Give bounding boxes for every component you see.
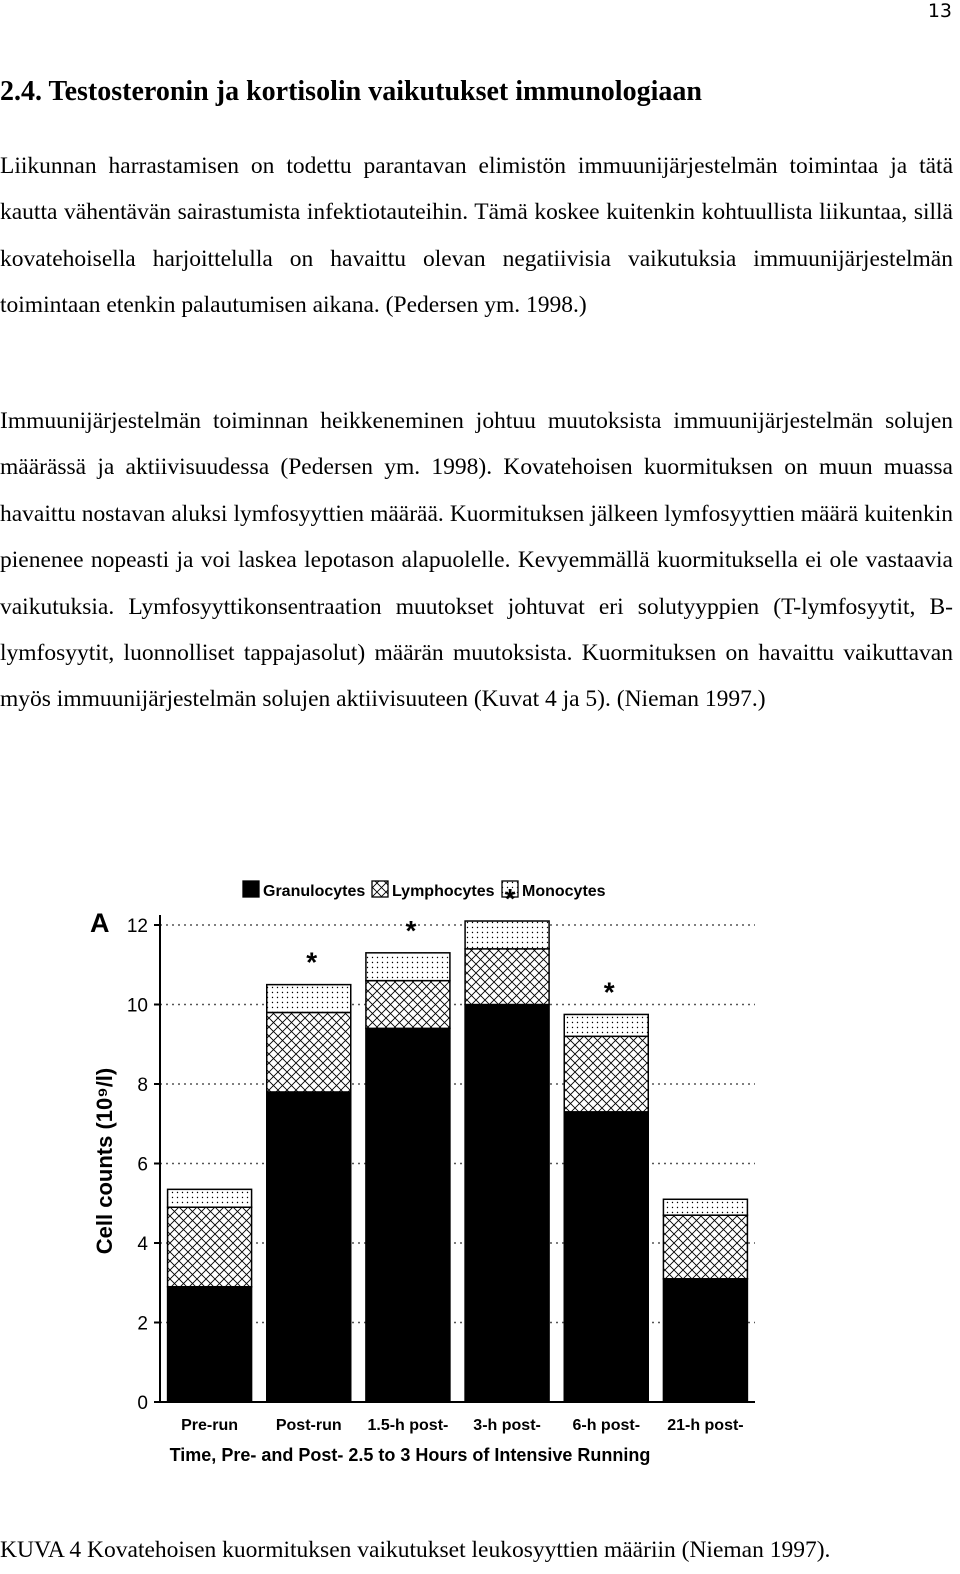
bar-granulocytes-5 (663, 1279, 747, 1402)
y-tick-label: 2 (137, 1313, 148, 1335)
y-tick-label: 4 (137, 1234, 148, 1255)
y-tick-label: 8 (137, 1075, 148, 1096)
bar-lymphocytes-0 (168, 1207, 252, 1287)
bar-granulocytes-1 (267, 1092, 351, 1402)
page-number: 13 (927, 0, 952, 22)
x-tick-label: Pre-run (181, 1417, 239, 1434)
x-axis (160, 1402, 755, 1434)
figure-caption: KUVA 4 Kovatehoisen kuormituksen vaikutukset leukosyyttien määriin (Nieman 1997). (0, 1537, 831, 1563)
y-tick-label: 0 (137, 1393, 148, 1414)
bar-lymphocytes-4 (564, 1036, 648, 1112)
chart-bars (168, 883, 748, 1402)
section-heading: 2.4. Testosteronin ja kortisolin vaikutukset immunologiaan (0, 76, 702, 107)
bar-monocytes-4 (564, 1014, 648, 1036)
y-axis (127, 915, 160, 1414)
significance-marker: * (603, 976, 615, 1008)
bar-monocytes-5 (663, 1199, 747, 1215)
bar-lymphocytes-2 (366, 981, 450, 1029)
x-tick-label: 1.5-h post- (367, 1417, 449, 1434)
x-axis-label: Time, Pre- and Post- 2.5 to 3 Hours of Intensive Running (169, 1445, 651, 1465)
significance-marker: * (405, 914, 417, 946)
bar-granulocytes-4 (564, 1112, 648, 1402)
legend-swatch-lymphocytes (372, 881, 388, 897)
bar-monocytes-1 (267, 985, 351, 1013)
y-axis-label: Cell counts (10⁹/l) (92, 1067, 117, 1255)
figure-leukocyte-chart (80, 865, 770, 1475)
legend-label-granulocytes: Granulocytes (263, 883, 366, 900)
chart-legend (243, 881, 606, 900)
bar-lymphocytes-3 (465, 949, 549, 1005)
bar-lymphocytes-5 (663, 1215, 747, 1279)
stacked-bar-chart (80, 865, 770, 1475)
bar-monocytes-3 (465, 921, 549, 949)
bar-granulocytes-2 (366, 1028, 450, 1402)
body-paragraph-1: Liikunnan harrastamisen on todettu parantavan elimistön immuunijärjestelmän toimintaa ja tätä kautta vähentävän sairastumista infektiotauteihin. Tämä koskee kuitenkin kohtuullista liikuntaa, sillä kovatehoisella harjoittelulla on havaittu olevan negatiivisia vaikutuksia immuunijärjestelmän toimintaan etenkin palautumisen aikana. (Pedersen ym. 1998.) (0, 153, 953, 319)
y-tick-label: 12 (126, 916, 148, 937)
bar-granulocytes-0 (168, 1287, 252, 1402)
significance-marker: * (504, 883, 516, 915)
y-tick-label: 10 (126, 995, 148, 1017)
bar-monocytes-0 (168, 1189, 252, 1207)
panel-label: A (90, 908, 110, 938)
bar-granulocytes-3 (465, 1005, 549, 1403)
body-paragraph-2: Immuunijärjestelmän toiminnan heikkeneminen johtuu muutoksista immuunijärjestelmän solujen määrässä ja aktiivisuudessa (Pedersen ym. 1998). Kovatehoisen kuormituksen on muun muassa havaittu nostavan aluksi lymfosyyttien määrää. Kuormituksen jälkeen lymfosyyttien määrä kuitenkin pienenee nopeasti ja voi laskea lepotason alapuolelle. Kevyemmällä kuormituksella ei ole vastaavia vaikutuksia. Lymfosyyttikonsentraation muutokset johtuvat eri solutyyppien (T-lymfosyytit, B-lymfosyytit, luonnolliset tappajasolut) määrän muutoksista. Kuormituksen on havaittu vaikuttavan myös immuunijärjestelmän solujen aktiivisuuteen (Kuvat 4 ja 5). (Nieman 1997.) (0, 408, 953, 713)
x-tick-label: Post-run (275, 1417, 342, 1434)
bar-monocytes-2 (366, 953, 450, 981)
legend-label-monocytes: Monocytes (522, 883, 606, 900)
significance-marker: * (306, 946, 318, 978)
x-tick-label: 3-h post- (473, 1417, 541, 1434)
legend-label-lymphocytes: Lymphocytes (392, 883, 495, 900)
x-tick-label: 21-h post- (667, 1417, 744, 1434)
y-tick-label: 6 (137, 1154, 148, 1176)
legend-swatch-granulocytes (243, 881, 259, 897)
bar-lymphocytes-1 (267, 1012, 351, 1091)
x-tick-label: 6-h post- (572, 1417, 641, 1434)
